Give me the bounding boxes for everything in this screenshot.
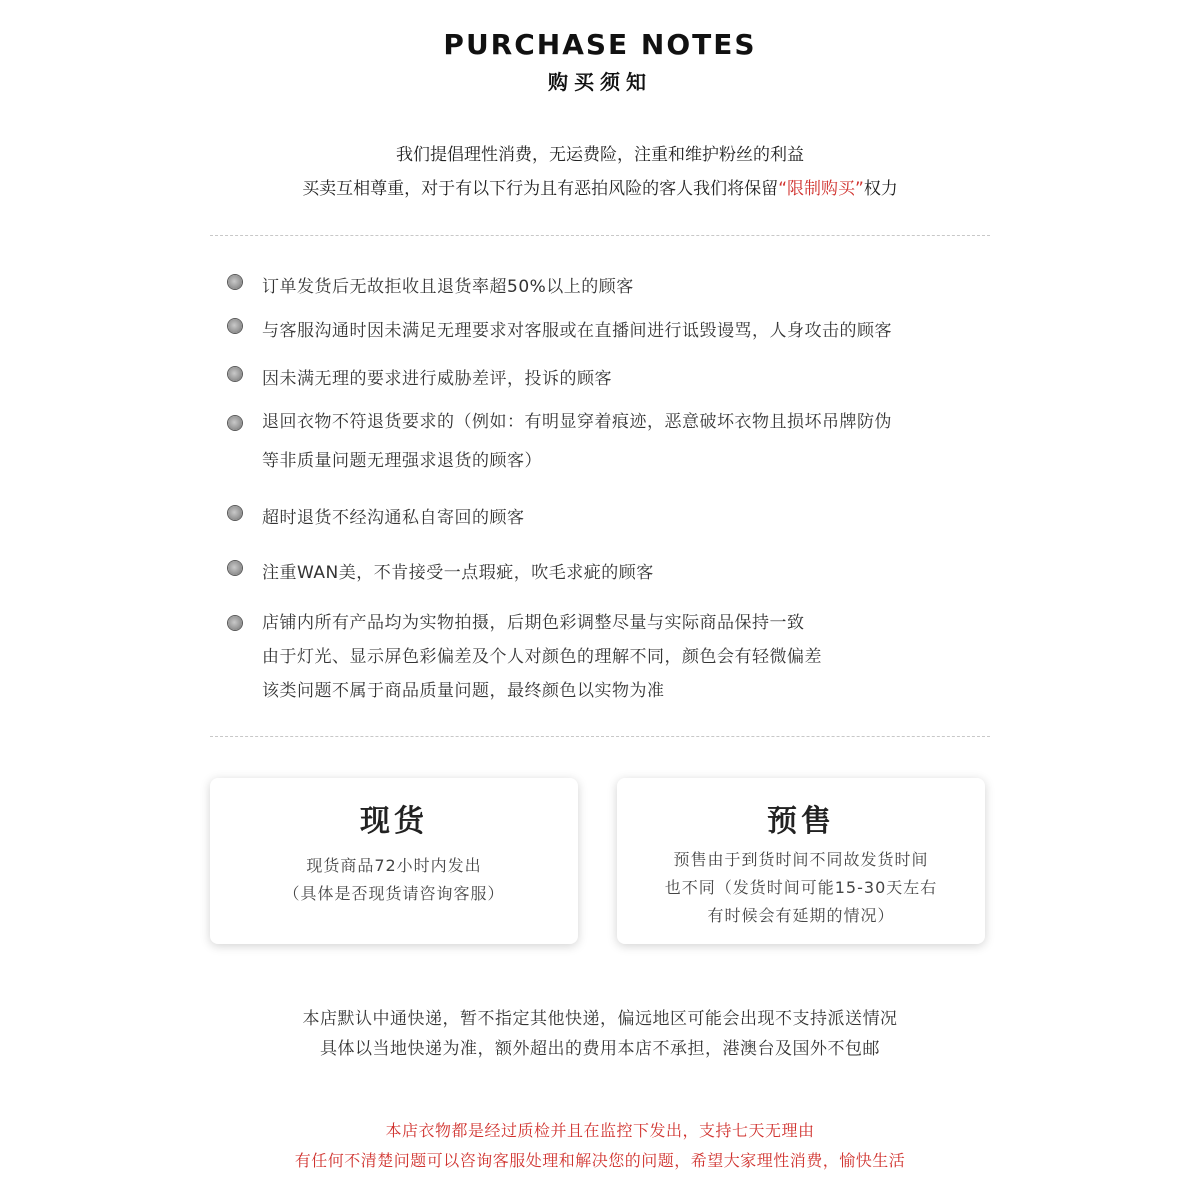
rule-line: 等非质量问题无理强求退货的顾客）: [262, 451, 542, 471]
rule-text: [262, 606, 822, 708]
in-stock-title: 现货: [360, 804, 428, 839]
rule-line: 与客服沟通时因未满足无理要求对客服或在直播间进行诋毁谩骂，人身攻击的顾客: [262, 321, 892, 341]
presale-title: 预售: [767, 804, 835, 839]
divider-top: [210, 235, 990, 236]
rule-line: 该类问题不属于商品质量问题，最终颜色以实物为准: [262, 681, 665, 701]
presale-card: [617, 778, 985, 944]
bullet-icon: [228, 561, 242, 575]
card-line: 有时候会有延期的情况）: [707, 906, 895, 925]
bullet-icon: [228, 416, 242, 430]
rule-line: 由于灯光、显示屏色彩偏差及个人对颜色的理解不同，颜色会有轻微偏差: [262, 647, 822, 667]
rule-text: [262, 558, 654, 583]
footer-line: 有任何不清楚问题可以咨询客服处理和解决您的问题，希望大家理性消费，愉快生活: [294, 1151, 906, 1170]
card-line: （具体是否现货请咨询客服）: [283, 884, 505, 903]
rule-line: 注重WAN美，不肯接受一点瑕疵，吹毛求疵的顾客: [262, 563, 654, 583]
rule-line: 订单发货后无故拒收且退货率超50%以上的顾客: [262, 277, 634, 297]
card-line: 预售由于到货时间不同故发货时间: [673, 850, 929, 869]
shipping-notice: [0, 1004, 1200, 1064]
page-title-en: PURCHASE NOTES: [443, 28, 757, 61]
bullet-icon: [228, 506, 242, 520]
page-title-cn: 购买须知: [548, 70, 652, 94]
rule-line: 退回衣物不符退货要求的（例如：有明显穿着痕迹，恶意破坏衣物且损坏吊牌防伪: [262, 412, 892, 432]
rule-text: [262, 503, 525, 528]
bullet-icon: [228, 367, 242, 381]
presale-body: [617, 846, 985, 930]
rule-line: 超时退货不经沟通私自寄回的顾客: [262, 508, 525, 528]
rule-text: [262, 272, 634, 297]
intro-line-2-before: 买卖互相尊重，对于有以下行为且有恶拍风险的客人我们将保留: [302, 179, 779, 199]
rule-line: 因未满无理的要求进行威胁差评，投诉的顾客: [262, 369, 612, 389]
in-stock-body: [210, 852, 578, 908]
footer-notice: [0, 1116, 1200, 1176]
divider-bottom: [210, 736, 990, 737]
rule-text: [262, 316, 892, 341]
bullet-icon: [228, 319, 242, 333]
intro-line-1: 我们提倡理性消费，无运费险，注重和维护粉丝的利益: [396, 145, 804, 165]
rule-line: 店铺内所有产品均为实物拍摄，后期色彩调整尽量与实际商品保持一致: [262, 613, 805, 633]
bullet-icon: [228, 275, 242, 289]
shipping-line: 本店默认中通快递，暂不指定其他快递，偏远地区可能会出现不支持派送情况: [302, 1009, 898, 1029]
shipping-line: 具体以当地快递为准，额外超出的费用本店不承担，港澳台及国外不包邮: [320, 1039, 880, 1059]
rule-text: [262, 403, 892, 481]
card-line: 现货商品72小时内发出: [306, 856, 482, 875]
intro-text: [0, 138, 1200, 206]
bullet-icon: [228, 616, 242, 630]
card-line: 也不同（发货时间可能15-30天左右: [664, 878, 938, 897]
intro-line-2: [0, 172, 1200, 206]
footer-line: 本店衣物都是经过质检并且在监控下发出，支持七天无理由: [385, 1121, 815, 1140]
rule-text: [262, 364, 612, 389]
intro-line-2-after: 权力: [863, 179, 898, 199]
intro-highlight: “限制购买”: [778, 179, 864, 199]
in-stock-card: [210, 778, 578, 944]
